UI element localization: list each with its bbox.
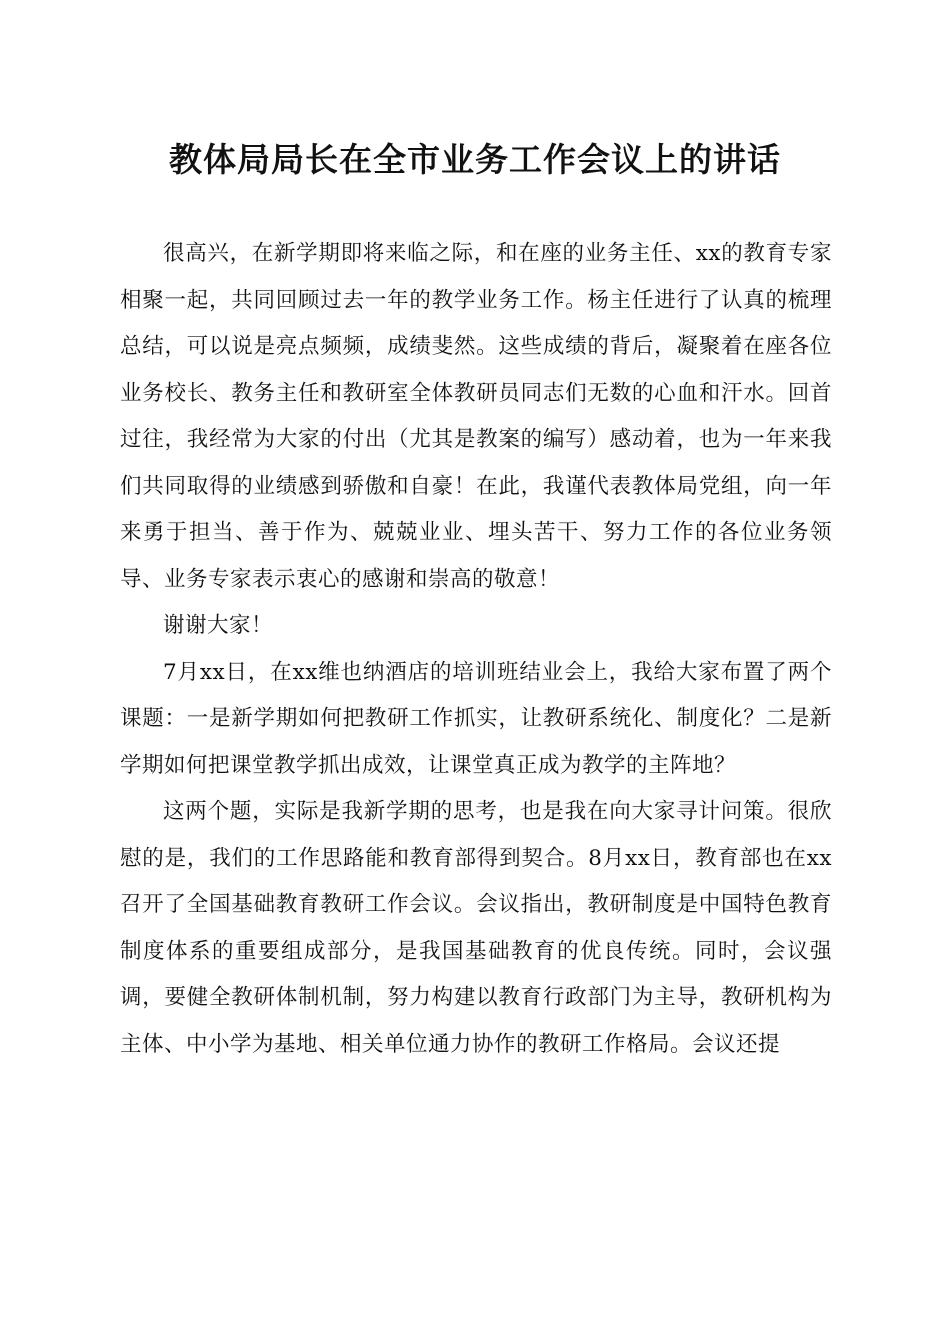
paragraph-thanks: 谢谢大家！ — [163, 613, 274, 638]
paragraph-reflection: 这两个题，实际是我新学期的思考，也是我在向大家寻计问策。很欣慰的是，我们的工作思路能和教育部得到契合。8月xx日，教育部也在xx召开了全国基础教育教研工作会议。会议指出，教研制度是中国特色教育制度体系的重要组成部分，是我国基础教育的优良传统。同时，会议强调，要健全教研体制机制，努力构建以教育行政部门为主导，教研机构为主体、中小学为基地、相关单位通力协作的教研工作格局。会议还提 — [120, 799, 832, 1057]
paragraph-assignment: 7月xx日，在xx维也纳酒店的培训班结业会上，我给大家布置了两个课题：一是新学期如何把教研工作抓实，让教研系统化、制度化？二是新学期如何把课堂教学抓出成效，让课堂真正成为教学的主阵地？ — [120, 659, 832, 778]
document-body — [120, 231, 832, 1068]
paragraph-opening: 很高兴，在新学期即将来临之际，和在座的业务主任、xx的教育专家相聚一起，共同回顾过去一年的教学业务工作。杨主任进行了认真的梳理总结，可以说是亮点频频，成绩斐然。这些成绩的背后，凝聚着在座各位业务校长、教务主任和教研室全体教研员同志们无数的心血和汗水。回首过往，我经常为大家的付出（尤其是教案的编写）感动着，也为一年来我们共同取得的业绩感到骄傲和自豪！在此，我谨代表教体局党组，向一年来勇于担当、善于作为、兢兢业业、埋头苦干、努力工作的各位业务领导、业务专家表示衷心的感谢和崇高的敬意！ — [120, 241, 832, 592]
document-title: 教体局局长在全市业务工作会议上的讲话 — [169, 140, 781, 179]
